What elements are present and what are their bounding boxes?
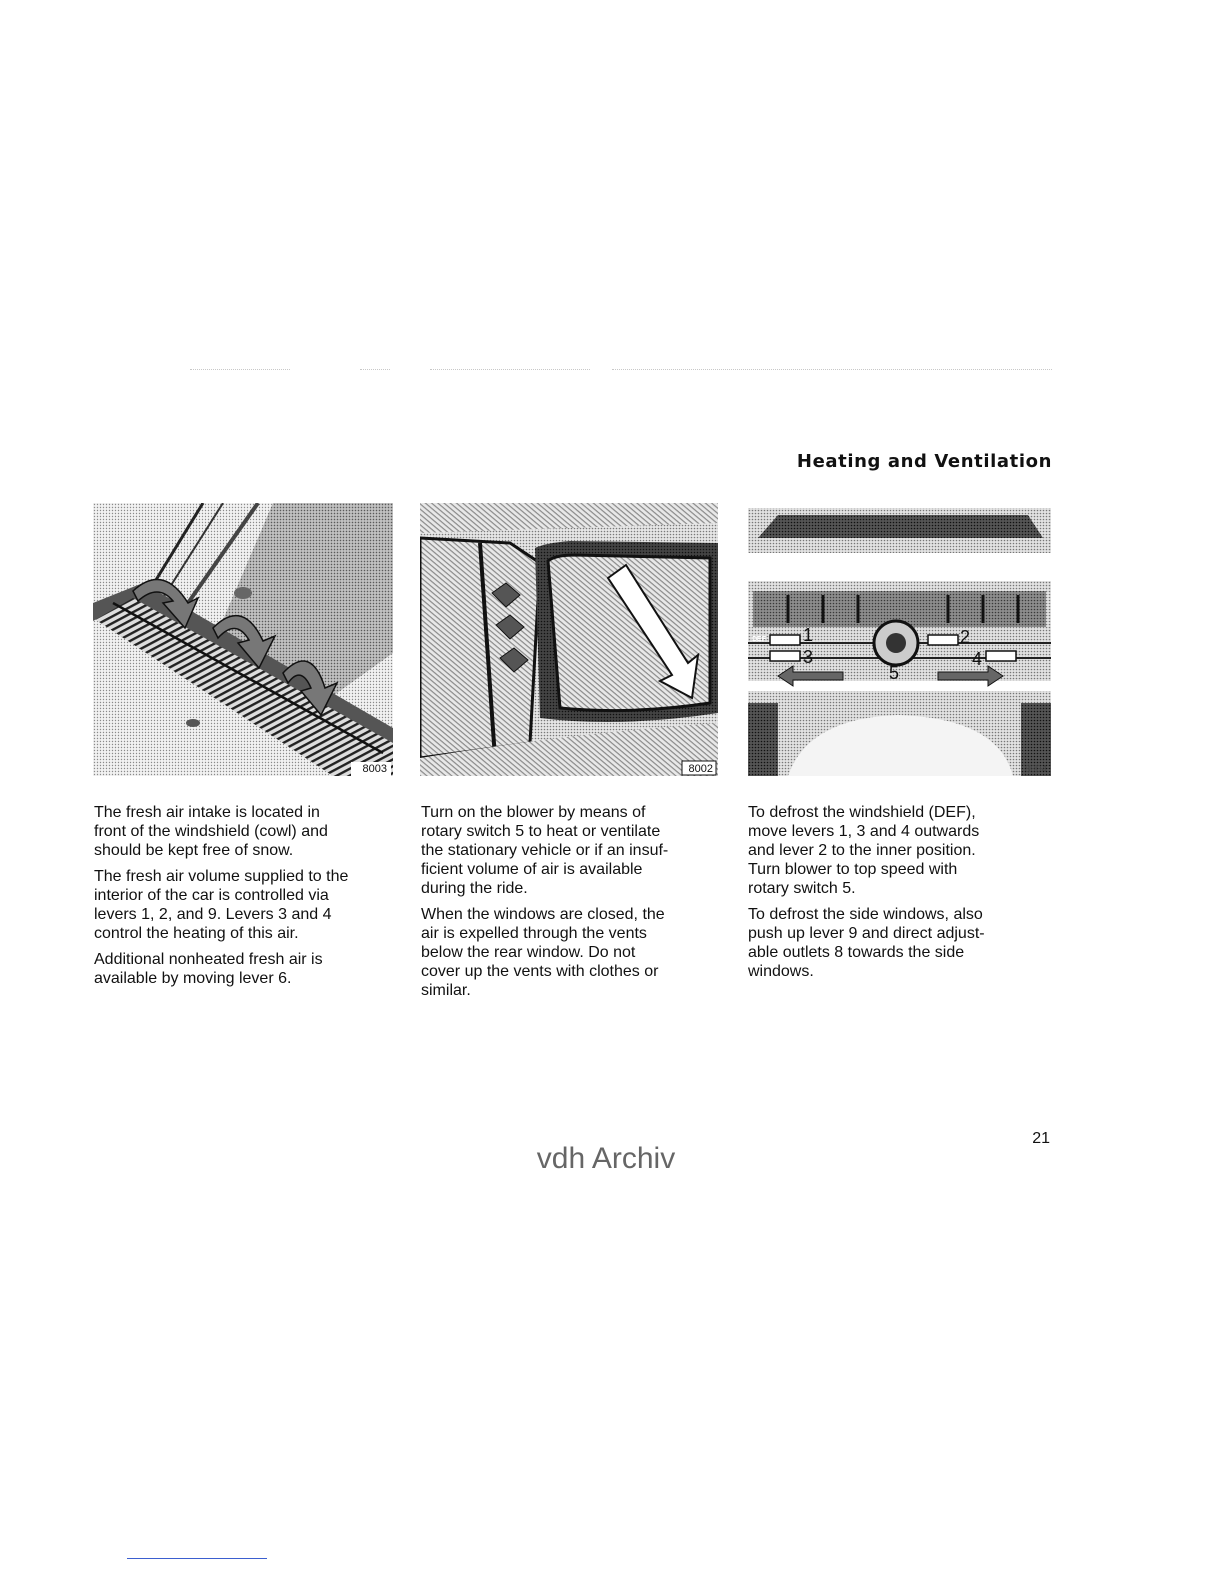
watermark: vdh Archiv [536,1142,676,1175]
paragraph: Additional nonheated fresh air is available by moving lever 6. [94,951,323,987]
callout-label: 1 [803,625,814,645]
panel-label: DEF [752,636,766,643]
figure-control-panel [748,503,1051,776]
figure-fresh-air-intake [93,503,393,776]
paragraph: To defrost the windshield (DEF), move levers 1, 3 and 4 outwards and lever 2 to the inner position. Turn blower to top speed with rotary switch 5. [748,804,980,897]
paragraph: Turn on the blower by means of rotary switch 5 to heat or ventilate the stationary vehicle or if an insuf- ficient volume of air is available during the ride. [421,804,669,897]
scan-dotted-line [190,369,290,370]
scan-dotted-line [612,369,1052,370]
text-column-3 [748,803,1058,988]
section-title: Heating and Ventilation [796,451,1052,472]
paragraph: The fresh air intake is located in front of the windshield (cowl) and should be kept free of snow. [94,804,328,859]
figure-label: 8003 [362,763,387,775]
scan-dotted-line [430,369,590,370]
callout-label: 2 [960,627,971,647]
paragraph: When the windows are closed, the air is expelled through the vents below the rear window. Do not cover up the vents with clothes or similar. [421,906,665,999]
figure-label: 8002 [688,763,713,775]
callout-label: 5 [889,663,900,683]
page-number: 21 [1032,1130,1050,1147]
callout-label: 3 [803,647,814,667]
callout-label: 4 [972,649,983,669]
footer-rule [127,1558,267,1559]
paragraph: The fresh air volume supplied to the interior of the car is controlled via levers 1, 2, and 9. Levers 3 and 4 control the heating of this air. [94,868,349,942]
text-column-1 [94,803,404,995]
scan-dotted-line [360,369,390,370]
figure-label: 8004 [1024,764,1047,775]
text-column-2 [421,803,731,1007]
paragraph: To defrost the side windows, also push up lever 9 and direct adjust- able outlets 8 towards the side windows. [748,906,985,980]
figure-rear-window-vents [420,503,718,776]
